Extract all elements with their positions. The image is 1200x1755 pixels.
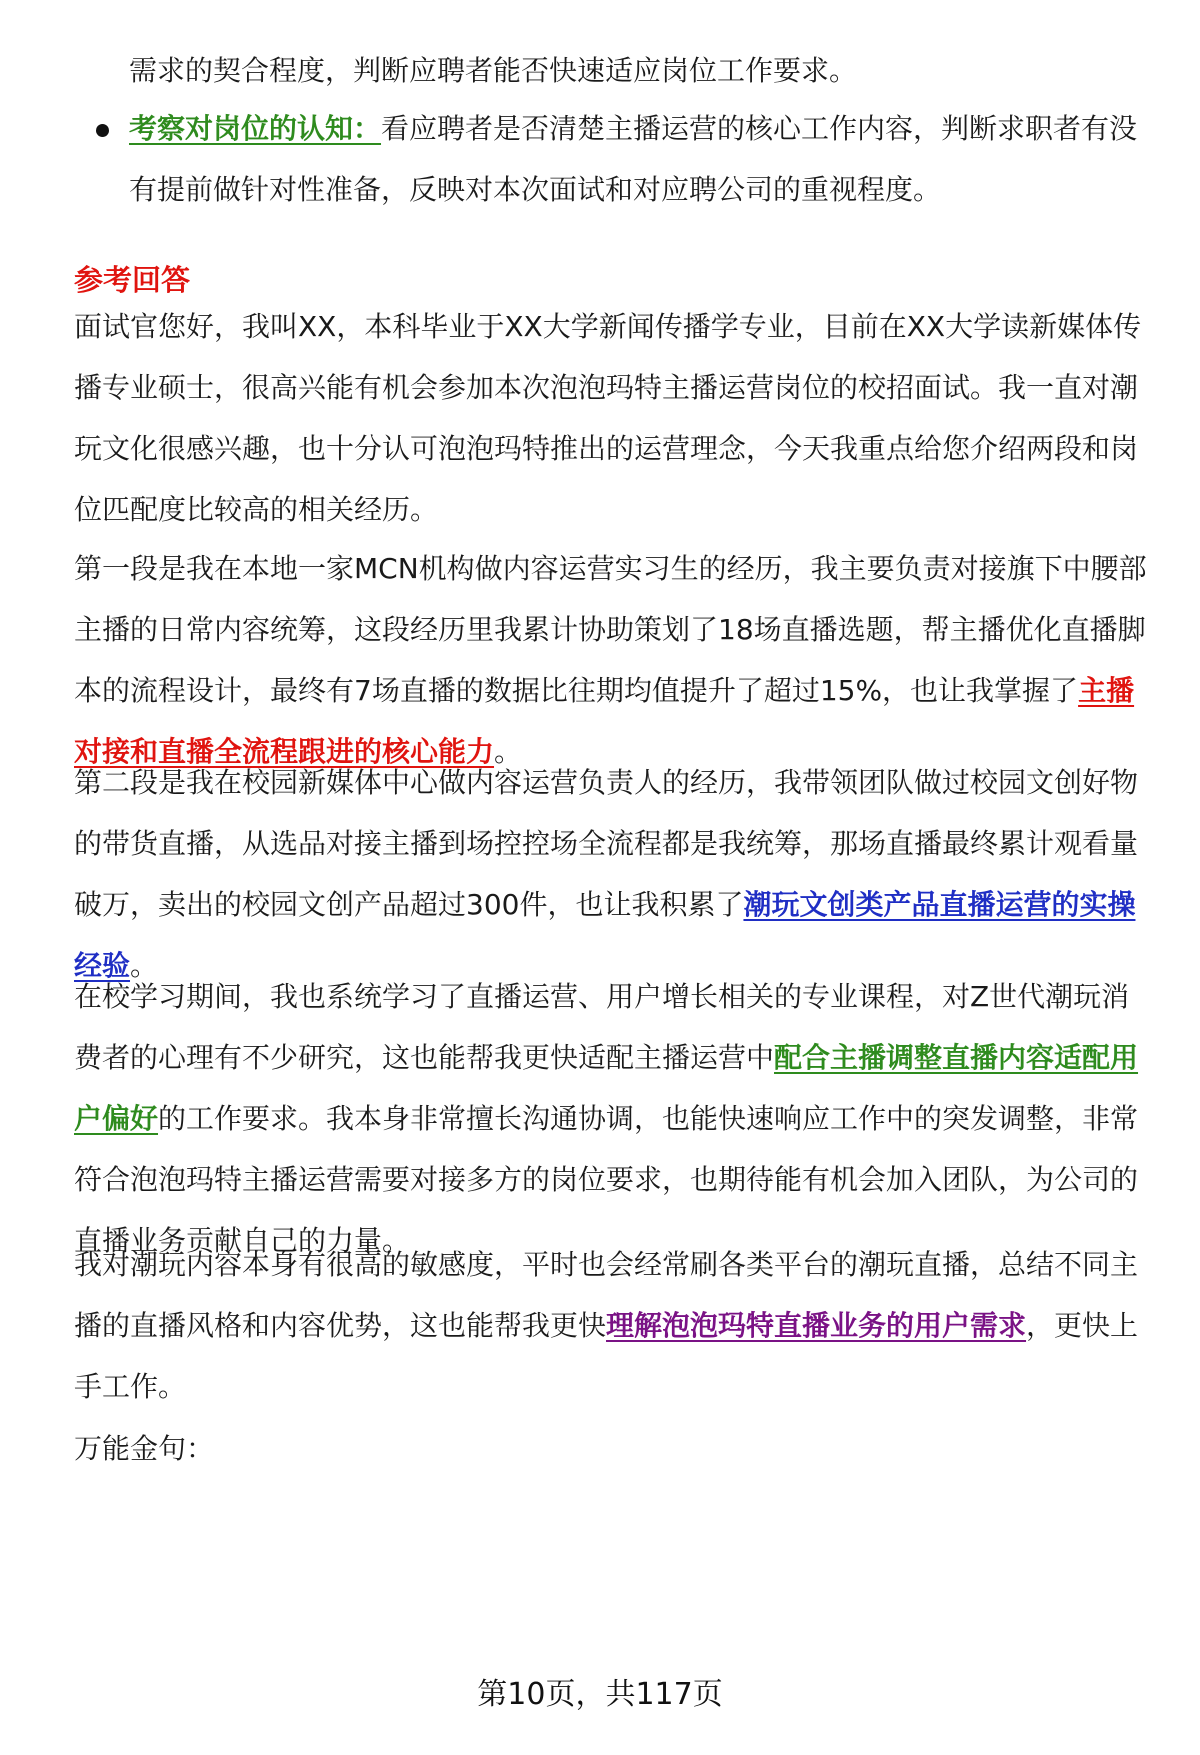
paragraph-tail: 。 — [494, 735, 523, 768]
paragraph-tail: ，更快上手工作。 — [74, 1309, 1139, 1403]
paragraph-text: 我对潮玩内容本身有很高的敏感度，平时也会经常刷各类平台的潮玩直播，总结不同主播的直播风格和内容优势，这也能帮我更快 — [74, 1248, 1139, 1342]
bullet-text: 看应聘者是否清楚主播运营的核心工作内容，判断求职者有没有提前做针对性准备，反映对本次面试和对应聘公司的重视程度。 — [129, 112, 1138, 206]
page-number: 第10页，共117页 — [477, 1677, 723, 1712]
highlight-practical-experience: 潮玩文创类产品直播运营的实操经验 — [74, 888, 1136, 982]
closing-label: 万能金句： — [74, 1432, 215, 1465]
intro-continuation: 需求的契合程度，判断应聘者能否快速适应岗位工作要求。 — [129, 54, 858, 87]
bullet-item-role-cognition — [74, 98, 1154, 220]
paragraph-study — [74, 966, 1154, 1271]
bullet-label: 考察对岗位的认知： — [129, 112, 382, 145]
bullet-body — [129, 98, 1154, 220]
paragraph-text: 在校学习期间，我也系统学习了直播运营、用户增长相关的专业课程，对Z世代潮玩消费者的心理有不少研究，这也能帮我更快适配主播运营中 — [74, 980, 1130, 1074]
highlight-user-preference: 配合主播调整直播内容适配用户偏好 — [74, 1041, 1139, 1135]
paragraph-text: 第一段是我在本地一家MCN机构做内容运营实习生的经历，我主要负责对接旗下中腰部主播的日常内容统筹，这段经历里我累计协助策划了18场直播选题，帮主播优化直播脚本的流程设计，最终有7场直播的数据比往期均值提升了超过15%，也让我掌握了 — [74, 552, 1147, 707]
paragraph-tail: 。 — [130, 949, 159, 982]
bullet-dot-icon — [96, 124, 109, 137]
paragraph-introduction: 面试官您好，我叫XX，本科毕业于XX大学新闻传播学专业，目前在XX大学读新媒体传播专业硕士，很高兴能有机会参加本次泡泡玛特主播运营岗位的校招面试。我一直对潮玩文化很感兴趣，也十分认可泡泡玛特推出的运营理念，今天我重点给您介绍两段和岗位匹配度比较高的相关经历。 — [74, 310, 1142, 526]
section-title-reference-answer: 参考回答 — [74, 263, 191, 297]
paragraph-tail: 的工作要求。我本身非常擅长沟通协调，也能快速响应工作中的突发调整，非常符合泡泡玛特主播运营需要对接多方的岗位要求，也期待能有机会加入团队，为公司的直播业务贡献自己的力量。 — [74, 1102, 1139, 1257]
paragraph-experience-one — [74, 538, 1154, 782]
paragraph-experience-two — [74, 752, 1154, 996]
paragraph-sensitivity — [74, 1234, 1154, 1417]
highlight-core-ability: 主播对接和直播全流程跟进的核心能力 — [74, 674, 1135, 768]
paragraph-text: 第二段是我在校园新媒体中心做内容运营负责人的经历，我带领团队做过校园文创好物的带货直播，从选品对接主播到场控控场全流程都是我统筹，那场直播最终累计观看量破万，卖出的校园文创产品超过300件，也让我积累了 — [74, 766, 1139, 921]
highlight-user-needs: 理解泡泡玛特直播业务的用户需求 — [606, 1309, 1027, 1342]
